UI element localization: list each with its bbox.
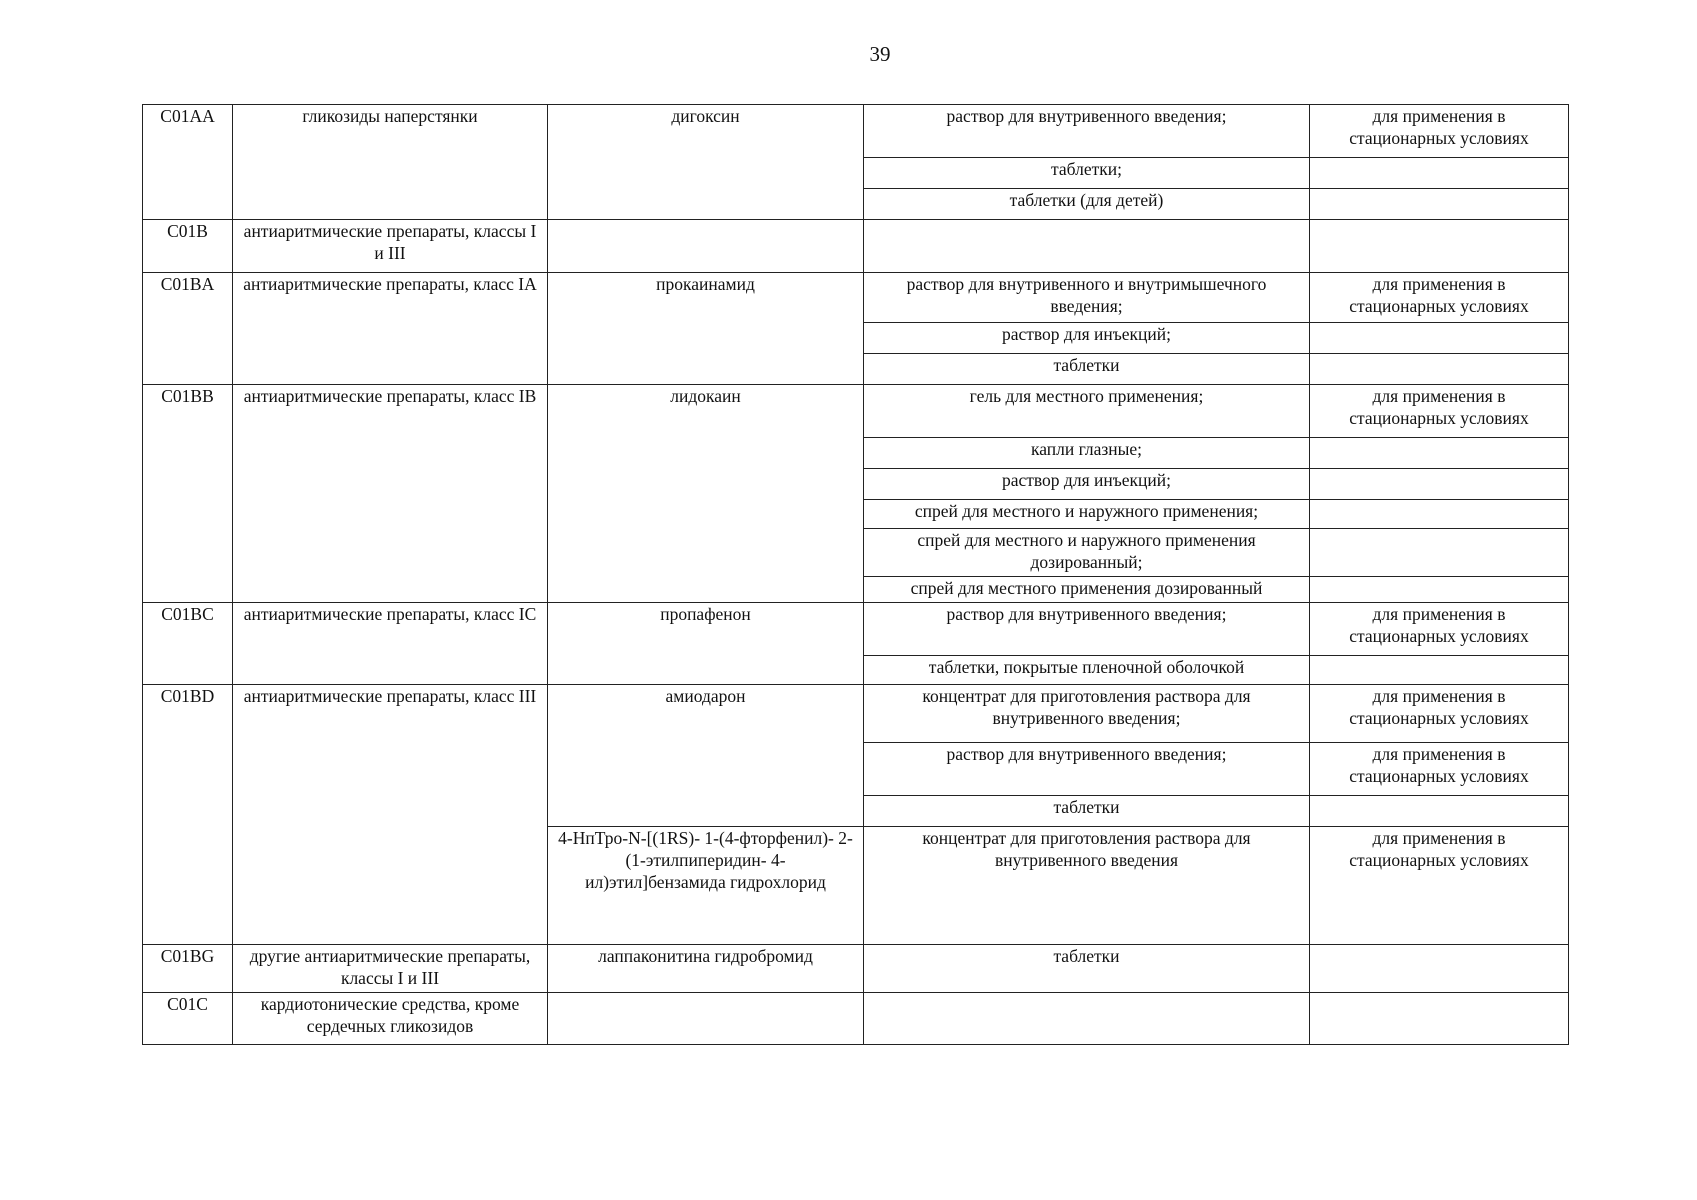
pharmacological-group-cell: гликозиды наперстянки: [233, 105, 548, 220]
drug-name-cell: [548, 220, 864, 273]
dosage-form-cell: раствор для внутривенного и внутримышечного введения;: [864, 273, 1310, 323]
usage-note-cell: [1310, 354, 1569, 385]
dosage-form-cell: таблетки: [864, 945, 1310, 993]
table-row: [143, 385, 1569, 438]
dosage-form-cell: таблетки;: [864, 158, 1310, 189]
drug-table: [142, 104, 1569, 1045]
drug-name-cell: [548, 993, 864, 1045]
dosage-form-cell: капли глазные;: [864, 438, 1310, 469]
drug-name-cell: 4-НпТро-N-[(1RS)- 1-(4-фторфенил)- 2-(1-этилпиперидин- 4-ил)этил]бензамида гидрохлорид: [548, 827, 864, 945]
usage-note-cell: [1310, 529, 1569, 577]
usage-note-cell: для применения в стационарных условиях: [1310, 105, 1569, 158]
dosage-form-cell: таблетки: [864, 796, 1310, 827]
dosage-form-cell: раствор для внутривенного введения;: [864, 743, 1310, 796]
atc-code-cell: C01C: [143, 993, 233, 1045]
dosage-form-cell: таблетки, покрытые пленочной оболочкой: [864, 656, 1310, 685]
table-row: [143, 685, 1569, 743]
dosage-form-cell: таблетки: [864, 354, 1310, 385]
table-row: [143, 273, 1569, 323]
usage-note-cell: для применения в стационарных условиях: [1310, 685, 1569, 743]
pharmacological-group-cell: другие антиаритмические препараты, классы I и III: [233, 945, 548, 993]
atc-code-cell: C01BA: [143, 273, 233, 385]
usage-note-cell: для применения в стационарных условиях: [1310, 827, 1569, 945]
dosage-form-cell: [864, 993, 1310, 1045]
atc-code-cell: C01B: [143, 220, 233, 273]
usage-note-cell: [1310, 438, 1569, 469]
usage-note-cell: [1310, 158, 1569, 189]
dosage-form-cell: спрей для местного применения дозированный: [864, 577, 1310, 603]
table-row: [143, 993, 1569, 1045]
table-body: [143, 105, 1569, 1045]
dosage-form-cell: [864, 220, 1310, 273]
dosage-form-cell: раствор для инъекций;: [864, 323, 1310, 354]
table-row: [143, 105, 1569, 158]
drug-name-cell: лаппаконитина гидробромид: [548, 945, 864, 993]
usage-note-cell: [1310, 500, 1569, 529]
usage-note-cell: [1310, 189, 1569, 220]
usage-note-cell: [1310, 945, 1569, 993]
pharmacological-group-cell: антиаритмические препараты, класс IB: [233, 385, 548, 603]
atc-code-cell: C01AA: [143, 105, 233, 220]
dosage-form-cell: раствор для внутривенного введения;: [864, 603, 1310, 656]
usage-note-cell: [1310, 577, 1569, 603]
drug-name-cell: дигоксин: [548, 105, 864, 220]
dosage-form-cell: раствор для инъекций;: [864, 469, 1310, 500]
dosage-form-cell: спрей для местного и наружного применения дозированный;: [864, 529, 1310, 577]
usage-note-cell: [1310, 220, 1569, 273]
dosage-form-cell: раствор для внутривенного введения;: [864, 105, 1310, 158]
table-row: [143, 603, 1569, 656]
pharmacological-group-cell: кардиотонические средства, кроме сердечных гликозидов: [233, 993, 548, 1045]
atc-code-cell: C01BD: [143, 685, 233, 945]
usage-note-cell: для применения в стационарных условиях: [1310, 385, 1569, 438]
drug-name-cell: пропафенон: [548, 603, 864, 685]
dosage-form-cell: спрей для местного и наружного применения;: [864, 500, 1310, 529]
table-row: [143, 945, 1569, 993]
page-number: 39: [869, 42, 891, 66]
usage-note-cell: [1310, 993, 1569, 1045]
usage-note-cell: [1310, 656, 1569, 685]
atc-code-cell: C01BG: [143, 945, 233, 993]
dosage-form-cell: концентрат для приготовления раствора для внутривенного введения;: [864, 685, 1310, 743]
atc-code-cell: C01BC: [143, 603, 233, 685]
usage-note-cell: [1310, 323, 1569, 354]
atc-code-cell: C01BB: [143, 385, 233, 603]
dosage-form-cell: концентрат для приготовления раствора для внутривенного введения: [864, 827, 1310, 945]
usage-note-cell: для применения в стационарных условиях: [1310, 743, 1569, 796]
pharmacological-group-cell: антиаритмические препараты, классы I и III: [233, 220, 548, 273]
drug-name-cell: лидокаин: [548, 385, 864, 603]
drug-name-cell: амиодарон: [548, 685, 864, 827]
pharmacological-group-cell: антиаритмические препараты, класс IA: [233, 273, 548, 385]
usage-note-cell: [1310, 469, 1569, 500]
usage-note-cell: для применения в стационарных условиях: [1310, 273, 1569, 323]
drug-name-cell: прокаинамид: [548, 273, 864, 385]
dosage-form-cell: гель для местного применения;: [864, 385, 1310, 438]
dosage-form-cell: таблетки (для детей): [864, 189, 1310, 220]
pharmacological-group-cell: антиаритмические препараты, класс III: [233, 685, 548, 945]
usage-note-cell: [1310, 796, 1569, 827]
table-row: [143, 220, 1569, 273]
usage-note-cell: для применения в стационарных условиях: [1310, 603, 1569, 656]
pharmacological-group-cell: антиаритмические препараты, класс IC: [233, 603, 548, 685]
